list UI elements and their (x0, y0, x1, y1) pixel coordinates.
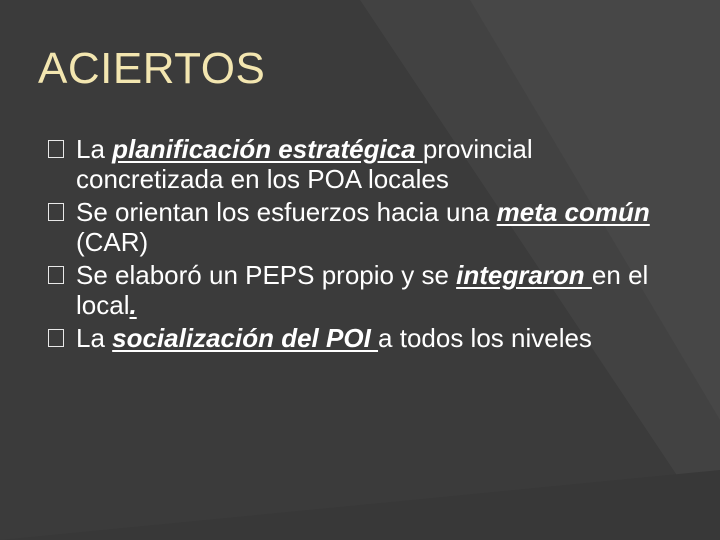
bullet-text: (CAR) (76, 227, 149, 257)
square-bullet-icon (48, 203, 64, 221)
bullet-text: provincial concretizada en los POA locales (76, 134, 533, 194)
bottom-wedge (0, 470, 720, 540)
square-bullet-icon (48, 140, 64, 158)
bullet-emphasis: planificación estratégica (112, 134, 423, 164)
bullet-text: Se orientan los esfuerzos hacia una (76, 197, 497, 227)
bullet-text: a todos los niveles (378, 323, 592, 353)
bullet-item (48, 197, 668, 257)
bullet-item (48, 260, 668, 320)
bullet-list (48, 134, 668, 356)
slide-title: ACIERTOS (38, 44, 266, 93)
bullet-text: La (76, 134, 113, 164)
bullet-emphasis: . (129, 290, 137, 320)
bullet-item (48, 134, 668, 194)
bullet-emphasis: socialización del POI (112, 323, 379, 353)
bullet-text: en el local (76, 260, 649, 320)
bullet-text: Se elaboró un PEPS propio y se (76, 260, 457, 290)
bullet-item (48, 323, 668, 353)
square-bullet-icon (48, 266, 64, 284)
bullet-emphasis: integraron (456, 260, 592, 290)
square-bullet-icon (48, 329, 64, 347)
bullet-emphasis: meta común (496, 197, 650, 227)
bullet-text: La (76, 323, 113, 353)
